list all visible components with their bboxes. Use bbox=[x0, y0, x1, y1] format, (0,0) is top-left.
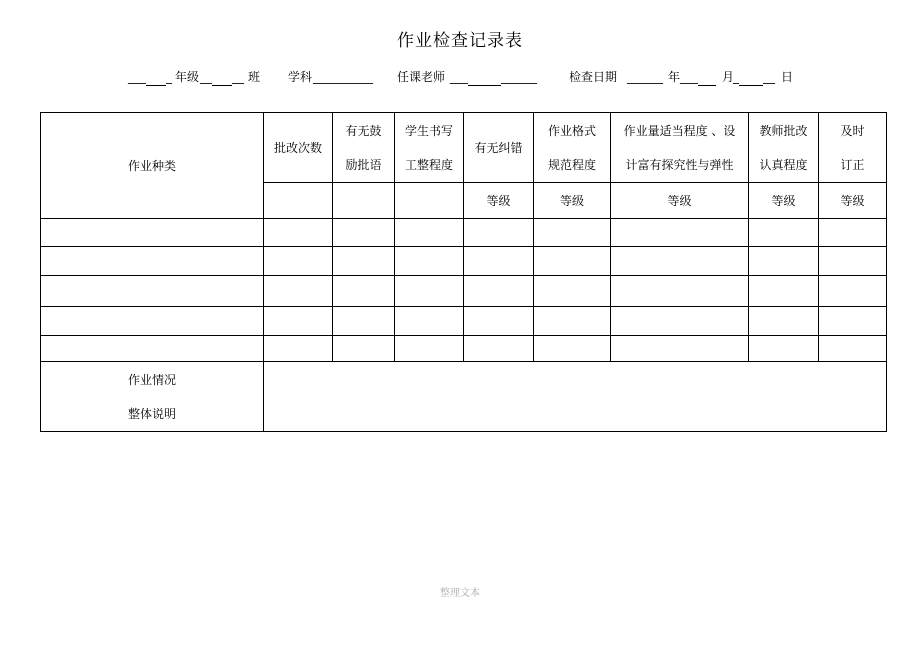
header-teacher-care bbox=[749, 113, 819, 183]
table-cell[interactable] bbox=[264, 276, 333, 307]
footer-text: 整理文本 bbox=[440, 588, 480, 599]
table-cell[interactable] bbox=[534, 247, 611, 276]
table-cell[interactable] bbox=[749, 307, 819, 336]
month-blank[interactable]: ___ bbox=[680, 68, 716, 86]
table-row bbox=[41, 336, 887, 362]
table-cell[interactable] bbox=[749, 219, 819, 247]
grade-cell-format: 等级 bbox=[534, 183, 611, 219]
class-label: 班 bbox=[248, 70, 261, 84]
table-cell[interactable] bbox=[41, 307, 264, 336]
table-row bbox=[41, 307, 887, 336]
grade-cell-correction-count[interactable] bbox=[264, 183, 333, 219]
class-blank[interactable]: __ __ bbox=[200, 70, 244, 84]
header-design bbox=[611, 113, 749, 183]
header-homework-type: 作业种类 bbox=[41, 113, 264, 219]
day-label: 日 bbox=[781, 70, 794, 84]
table-cell[interactable] bbox=[749, 247, 819, 276]
table-cell[interactable] bbox=[333, 307, 395, 336]
header-correction-count: 批改次数 bbox=[264, 113, 333, 183]
table-cell[interactable] bbox=[333, 247, 395, 276]
table-cell[interactable] bbox=[534, 336, 611, 362]
header-encouragement-line2: 励批语 bbox=[345, 157, 382, 172]
header-error-correction: 有无纠错 bbox=[464, 113, 534, 183]
grade-blank[interactable]: ___ _ bbox=[128, 70, 172, 84]
table-cell[interactable] bbox=[333, 336, 395, 362]
header-encouragement-line1: 有无鼓 bbox=[345, 123, 382, 138]
table-cell[interactable] bbox=[611, 247, 749, 276]
table-cell[interactable] bbox=[819, 336, 887, 362]
date-label: 检查日期 bbox=[569, 70, 618, 84]
table-cell[interactable] bbox=[464, 247, 534, 276]
table-cell[interactable] bbox=[395, 247, 464, 276]
table-cell[interactable] bbox=[395, 336, 464, 362]
table-cell[interactable] bbox=[41, 247, 264, 276]
table-cell[interactable] bbox=[534, 219, 611, 247]
header-format-line2: 规范程度 bbox=[547, 157, 596, 172]
page-title: 作业检查记录表 bbox=[397, 31, 523, 51]
header-teacher-care-line1: 教师批改 bbox=[759, 123, 808, 138]
subject-label: 学科 bbox=[288, 70, 313, 84]
homework-check-table bbox=[40, 112, 887, 432]
table-cell[interactable] bbox=[395, 219, 464, 247]
table-cell[interactable] bbox=[264, 336, 333, 362]
header-encouragement bbox=[333, 113, 395, 183]
table-cell[interactable] bbox=[749, 276, 819, 307]
table-cell[interactable] bbox=[464, 336, 534, 362]
table-cell[interactable] bbox=[264, 247, 333, 276]
table-cell[interactable] bbox=[41, 336, 264, 362]
table-cell[interactable] bbox=[264, 307, 333, 336]
table-cell[interactable] bbox=[819, 276, 887, 307]
table-cell[interactable] bbox=[819, 247, 887, 276]
header-format bbox=[534, 113, 611, 183]
header-design-line1: 作业量适当程度 、设 bbox=[623, 123, 736, 138]
table-cell[interactable] bbox=[395, 307, 464, 336]
header-format-line1: 作业格式 bbox=[547, 123, 596, 138]
table-cell[interactable] bbox=[819, 219, 887, 247]
year-label: 年 bbox=[668, 70, 681, 84]
month-label: 月 bbox=[722, 70, 735, 84]
year-blank[interactable]: ______ bbox=[627, 70, 663, 84]
grade-cell-encouragement[interactable] bbox=[333, 183, 395, 219]
table-cell[interactable] bbox=[611, 276, 749, 307]
header-writing-line2: 工整程度 bbox=[404, 157, 453, 172]
teacher-blank[interactable]: ___ ______ bbox=[450, 70, 537, 84]
table-cell[interactable] bbox=[611, 336, 749, 362]
summary-row bbox=[41, 362, 887, 432]
table-cell[interactable] bbox=[611, 219, 749, 247]
summary-content[interactable] bbox=[264, 362, 887, 432]
table-cell[interactable] bbox=[464, 307, 534, 336]
table-cell[interactable] bbox=[464, 219, 534, 247]
subject-blank[interactable]: __________ bbox=[313, 70, 373, 84]
header-timely bbox=[819, 113, 887, 183]
grade-cell-design: 等级 bbox=[611, 183, 749, 219]
table-cell[interactable] bbox=[41, 219, 264, 247]
table-cell[interactable] bbox=[333, 219, 395, 247]
table-cell[interactable] bbox=[264, 219, 333, 247]
table-cell[interactable] bbox=[819, 307, 887, 336]
header-timely-line2: 订正 bbox=[840, 157, 865, 172]
summary-label bbox=[41, 362, 264, 432]
table-cell[interactable] bbox=[749, 336, 819, 362]
header-design-line2: 计富有探究性与弹性 bbox=[625, 157, 734, 172]
table-cell[interactable] bbox=[534, 276, 611, 307]
day-blank[interactable]: _ __ bbox=[733, 70, 775, 84]
grade-label: 年级 bbox=[175, 70, 200, 84]
table-cell[interactable] bbox=[333, 276, 395, 307]
table-row bbox=[41, 276, 887, 307]
grade-cell-teacher: 等级 bbox=[749, 183, 819, 219]
grade-cell-writing[interactable] bbox=[395, 183, 464, 219]
grade-cell-error: 等级 bbox=[464, 183, 534, 219]
summary-label-line1: 作业情况 bbox=[127, 372, 176, 387]
table-cell[interactable] bbox=[534, 307, 611, 336]
summary-label-line2: 整体说明 bbox=[127, 406, 176, 421]
header-row bbox=[41, 113, 887, 183]
table-cell[interactable] bbox=[41, 276, 264, 307]
table-cell[interactable] bbox=[395, 276, 464, 307]
header-timely-line1: 及时 bbox=[840, 123, 865, 138]
teacher-label: 任课老师 bbox=[397, 70, 446, 84]
table-cell[interactable] bbox=[464, 276, 534, 307]
grade-cell-timely: 等级 bbox=[819, 183, 887, 219]
table-row bbox=[41, 247, 887, 276]
header-writing-line1: 学生书写 bbox=[404, 123, 453, 138]
table-cell[interactable] bbox=[611, 307, 749, 336]
header-teacher-care-line2: 认真程度 bbox=[759, 157, 808, 172]
header-writing bbox=[395, 113, 464, 183]
table-row bbox=[41, 219, 887, 247]
info-line bbox=[0, 68, 920, 86]
